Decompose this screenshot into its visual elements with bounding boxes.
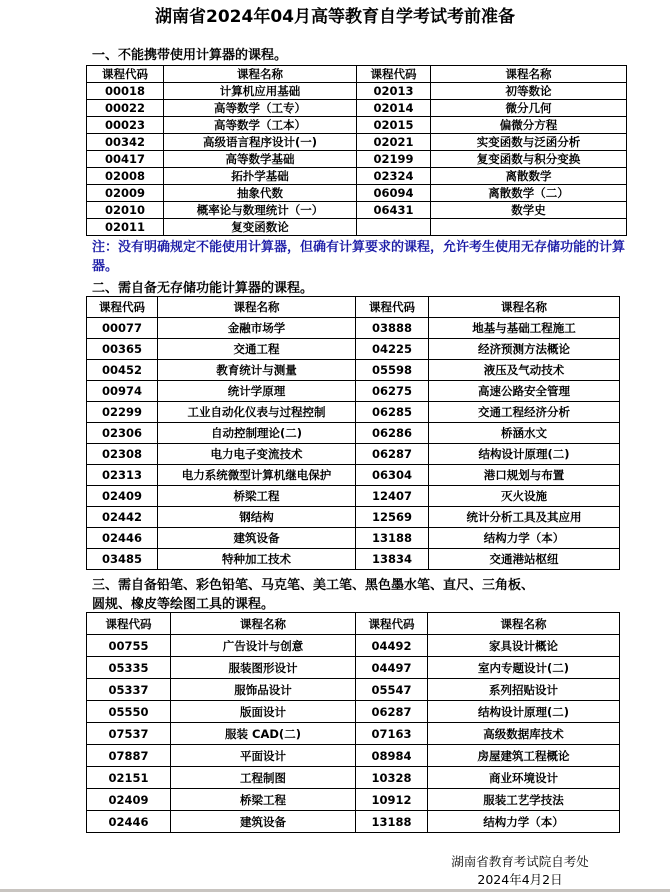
calculator-note: 注：没有明确规定不能使用计算器，但确有计算要求的课程，允许考生使用无存储功能的计算器。 xyxy=(92,240,626,274)
course-code-cell: 07163 xyxy=(356,723,428,745)
course-name-cell: 概率论与数理统计（一） xyxy=(164,202,357,219)
course-code-cell: 00417 xyxy=(87,151,164,168)
document-title: 湖南省2024年04月高等教育自学考试考前准备 xyxy=(155,7,515,27)
course-name-cell: 金融市场学 xyxy=(158,318,356,339)
course-name-cell: 统计分析工具及其应用 xyxy=(429,507,620,528)
course-code-cell: 02409 xyxy=(87,789,171,811)
course-code-cell: 02151 xyxy=(87,767,171,789)
table-row xyxy=(87,83,627,100)
course-code-cell: 00077 xyxy=(87,318,158,339)
course-code-cell: 02308 xyxy=(87,444,158,465)
course-code-cell: 06285 xyxy=(356,402,429,423)
section2-table xyxy=(86,296,620,570)
course-name-cell: 高速公路安全管理 xyxy=(429,381,620,402)
table-row xyxy=(87,151,627,168)
course-name-cell: 液压及气动技术 xyxy=(429,360,620,381)
course-name-cell: 桥梁工程 xyxy=(171,789,356,811)
table-row xyxy=(87,381,620,402)
table-row xyxy=(87,657,620,679)
course-code-cell: 05337 xyxy=(87,679,171,701)
course-code-cell: 00018 xyxy=(87,83,164,100)
table-row xyxy=(87,723,620,745)
course-name-cell: 教育统计与测量 xyxy=(158,360,356,381)
course-code-cell: 00365 xyxy=(87,339,158,360)
course-name-cell: 平面设计 xyxy=(171,745,356,767)
course-name-cell: 工程制图 xyxy=(171,767,356,789)
course-code-cell: 10328 xyxy=(356,767,428,789)
table-row xyxy=(87,701,620,723)
header-code: 课程代码 xyxy=(356,613,428,635)
course-code-cell: 02015 xyxy=(357,117,431,134)
course-code-cell: 13188 xyxy=(356,811,428,833)
course-code-cell: 02446 xyxy=(87,811,171,833)
table-row xyxy=(87,767,620,789)
header-name: 课程名称 xyxy=(429,297,620,318)
course-code-cell: 04225 xyxy=(356,339,429,360)
course-name-cell: 实变函数与泛函分析 xyxy=(431,134,627,151)
course-code-cell: 00974 xyxy=(87,381,158,402)
course-code-cell: 02442 xyxy=(87,507,158,528)
course-code-cell: 07887 xyxy=(87,745,171,767)
course-name-cell: 高级语言程序设计(一) xyxy=(164,134,357,151)
course-name-cell: 港口规划与布置 xyxy=(429,465,620,486)
course-name-cell: 结构设计原理(二) xyxy=(429,444,620,465)
header-name: 课程名称 xyxy=(158,297,356,318)
course-name-cell: 交通港站枢纽 xyxy=(429,549,620,570)
course-name-cell: 高级数据库技术 xyxy=(428,723,620,745)
header-name: 课程名称 xyxy=(428,613,620,635)
course-name-cell: 微分几何 xyxy=(431,100,627,117)
course-name-cell: 商业环境设计 xyxy=(428,767,620,789)
table-row xyxy=(87,318,620,339)
course-name-cell: 交通工程 xyxy=(158,339,356,360)
course-name-cell: 工业自动化仪表与过程控制 xyxy=(158,402,356,423)
footer-organization: 湖南省教育考试院自考处 xyxy=(451,854,589,869)
course-code-cell: 03888 xyxy=(356,318,429,339)
course-name-cell: 钢结构 xyxy=(158,507,356,528)
course-name-cell: 桥梁工程 xyxy=(158,486,356,507)
course-code-cell: 05335 xyxy=(87,657,171,679)
table-row xyxy=(87,465,620,486)
course-code-cell: 05550 xyxy=(87,701,171,723)
course-code-cell: 06275 xyxy=(356,381,429,402)
course-name-cell: 离散数学（二） xyxy=(431,185,627,202)
course-code-cell: 06287 xyxy=(356,701,428,723)
course-name-cell: 高等数学（工本） xyxy=(164,117,357,134)
course-code-cell: 02446 xyxy=(87,528,158,549)
course-name-cell: 服饰品设计 xyxy=(171,679,356,701)
course-code-cell: 02009 xyxy=(87,185,164,202)
course-code-cell: 06094 xyxy=(357,185,431,202)
course-code-cell: 04497 xyxy=(356,657,428,679)
course-name-cell: 拓扑学基础 xyxy=(164,168,357,185)
course-code-cell: 00342 xyxy=(87,134,164,151)
table-header-row xyxy=(87,66,627,83)
section1-heading: 一、不能携带使用计算器的课程。 xyxy=(92,48,288,63)
table-row xyxy=(87,528,620,549)
header-name: 课程名称 xyxy=(164,66,357,83)
course-code-cell: 06286 xyxy=(356,423,429,444)
course-name-cell: 电力系统微型计算机继电保护 xyxy=(158,465,356,486)
table-row xyxy=(87,117,627,134)
table-row xyxy=(87,219,627,236)
table-row xyxy=(87,100,627,117)
course-name-cell: 结构力学（本） xyxy=(428,811,620,833)
course-name-cell: 建筑设备 xyxy=(171,811,356,833)
table-row xyxy=(87,402,620,423)
course-name-cell: 初等数论 xyxy=(431,83,627,100)
course-name-cell: 系列招贴设计 xyxy=(428,679,620,701)
table-row xyxy=(87,444,620,465)
course-name-cell: 服装图形设计 xyxy=(171,657,356,679)
course-code-cell: 02409 xyxy=(87,486,158,507)
section2-body xyxy=(87,318,620,570)
course-name-cell: 复变函数论 xyxy=(164,219,357,236)
course-name-cell: 桥涵水文 xyxy=(429,423,620,444)
course-code-cell: 02313 xyxy=(87,465,158,486)
course-name-cell: 高等数学（工专） xyxy=(164,100,357,117)
table-row xyxy=(87,339,620,360)
course-name-cell: 自动控制理论(二) xyxy=(158,423,356,444)
course-name-cell: 计算机应用基础 xyxy=(164,83,357,100)
course-code-cell: 06304 xyxy=(356,465,429,486)
course-code-cell: 00452 xyxy=(87,360,158,381)
course-code-cell: 13834 xyxy=(356,549,429,570)
course-name-cell: 服装工艺学技法 xyxy=(428,789,620,811)
course-name-cell: 房屋建筑工程概论 xyxy=(428,745,620,767)
course-code-cell: 02199 xyxy=(357,151,431,168)
course-code-cell: 00023 xyxy=(87,117,164,134)
course-code-cell xyxy=(357,219,431,236)
table-row xyxy=(87,635,620,657)
course-code-cell: 13188 xyxy=(356,528,429,549)
course-name-cell: 高等数学基础 xyxy=(164,151,357,168)
section2-heading: 二、需自备无存储功能计算器的课程。 xyxy=(92,281,314,296)
course-name-cell: 家具设计概论 xyxy=(428,635,620,657)
table-header-row xyxy=(87,613,620,635)
table-row xyxy=(87,423,620,444)
course-code-cell: 02013 xyxy=(357,83,431,100)
course-name-cell: 室内专题设计(二) xyxy=(428,657,620,679)
table-row xyxy=(87,811,620,833)
header-code: 课程代码 xyxy=(357,66,431,83)
course-name-cell: 偏微分方程 xyxy=(431,117,627,134)
section3-heading-line1: 三、需自备铅笔、彩色铅笔、马克笔、美工笔、黑色墨水笔、直尺、三角板、 xyxy=(92,578,535,593)
footer-date: 2024年4月2日 xyxy=(477,872,563,887)
course-code-cell: 06431 xyxy=(357,202,431,219)
course-code-cell: 02324 xyxy=(357,168,431,185)
table-row xyxy=(87,202,627,219)
course-name-cell: 复变函数与积分变换 xyxy=(431,151,627,168)
course-name-cell: 统计学原理 xyxy=(158,381,356,402)
course-code-cell: 05547 xyxy=(356,679,428,701)
course-code-cell: 02021 xyxy=(357,134,431,151)
course-name-cell: 数学史 xyxy=(431,202,627,219)
course-name-cell: 电力电子变流技术 xyxy=(158,444,356,465)
course-code-cell: 04492 xyxy=(356,635,428,657)
table-row xyxy=(87,549,620,570)
course-code-cell: 00755 xyxy=(87,635,171,657)
course-name-cell: 结构设计原理(二) xyxy=(428,701,620,723)
header-name: 课程名称 xyxy=(171,613,356,635)
course-code-cell: 02299 xyxy=(87,402,158,423)
section3-body xyxy=(87,635,620,833)
header-code: 课程代码 xyxy=(356,297,429,318)
table-row xyxy=(87,789,620,811)
course-name-cell: 特种加工技术 xyxy=(158,549,356,570)
course-code-cell: 02306 xyxy=(87,423,158,444)
table-header-row xyxy=(87,297,620,318)
course-code-cell: 05598 xyxy=(356,360,429,381)
table-row xyxy=(87,185,627,202)
section3-heading-line2: 圆规、橡皮等绘图工具的课程。 xyxy=(92,597,275,612)
course-code-cell: 06287 xyxy=(356,444,429,465)
course-code-cell: 10912 xyxy=(356,789,428,811)
course-name-cell: 服装 CAD(二) xyxy=(171,723,356,745)
course-name-cell: 经济预测方法概论 xyxy=(429,339,620,360)
course-code-cell: 12407 xyxy=(356,486,429,507)
course-name-cell: 地基与基础工程施工 xyxy=(429,318,620,339)
course-name-cell xyxy=(431,219,627,236)
table-row xyxy=(87,168,627,185)
course-code-cell: 07537 xyxy=(87,723,171,745)
course-code-cell: 02014 xyxy=(357,100,431,117)
course-name-cell: 广告设计与创意 xyxy=(171,635,356,657)
section1-body xyxy=(87,83,627,236)
course-code-cell: 02011 xyxy=(87,219,164,236)
table-row xyxy=(87,486,620,507)
course-name-cell: 版面设计 xyxy=(171,701,356,723)
course-name-cell: 离散数学 xyxy=(431,168,627,185)
course-code-cell: 03485 xyxy=(87,549,158,570)
header-code: 课程代码 xyxy=(87,297,158,318)
table-row xyxy=(87,360,620,381)
table-row xyxy=(87,507,620,528)
course-code-cell: 00022 xyxy=(87,100,164,117)
header-code: 课程代码 xyxy=(87,66,164,83)
course-code-cell: 02008 xyxy=(87,168,164,185)
table-row xyxy=(87,679,620,701)
course-name-cell: 交通工程经济分析 xyxy=(429,402,620,423)
course-name-cell: 建筑设备 xyxy=(158,528,356,549)
course-code-cell: 08984 xyxy=(356,745,428,767)
header-code: 课程代码 xyxy=(87,613,171,635)
course-code-cell: 02010 xyxy=(87,202,164,219)
header-name: 课程名称 xyxy=(431,66,627,83)
section1-table xyxy=(86,65,627,236)
table-row xyxy=(87,745,620,767)
course-name-cell: 灭火设施 xyxy=(429,486,620,507)
course-name-cell: 结构力学（本） xyxy=(429,528,620,549)
course-name-cell: 抽象代数 xyxy=(164,185,357,202)
section3-table xyxy=(86,612,620,833)
table-row xyxy=(87,134,627,151)
course-code-cell: 12569 xyxy=(356,507,429,528)
